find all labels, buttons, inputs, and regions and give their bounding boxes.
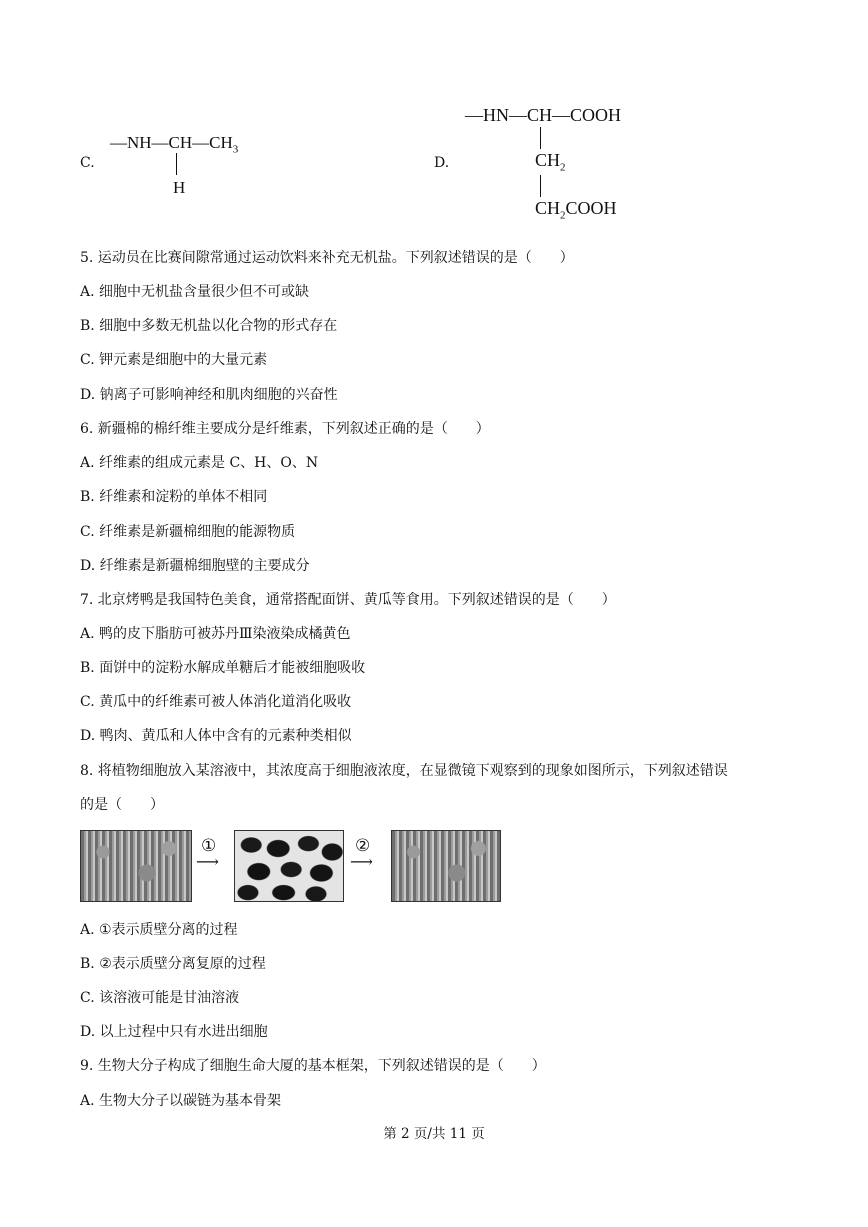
- page-footer: 第 2 页/共 11 页: [383, 1126, 485, 1142]
- question-5-option-d[interactable]: D. 钠离子可影响神经和肌肉细胞的兴奋性: [80, 387, 338, 403]
- arrow-right-icon: ⟶: [196, 852, 219, 871]
- question-7-option-b[interactable]: B. 面饼中的淀粉水解成单糖后才能被细胞吸收: [80, 660, 366, 676]
- question-7-option-c[interactable]: C. 黄瓜中的纤维素可被人体消化道消化吸收: [80, 694, 352, 710]
- question-8-stem-line1: 8. 将植物细胞放入某溶液中，其浓度高于细胞液浓度，在显微镜下观察到的现象如图所示，下列叙述错误: [80, 763, 728, 779]
- structure-c-main: $—NH—CH—CH_3$: [110, 133, 239, 156]
- question-6-option-a[interactable]: A. 纤维素的组成元素是 C、H、O、N: [80, 455, 319, 471]
- question-6-option-b[interactable]: B. 纤维素和淀粉的单体不相同: [80, 489, 268, 505]
- question-8-option-b[interactable]: B. ②表示质壁分离复原的过程: [80, 956, 266, 972]
- micrograph-plasmolysis: [234, 830, 344, 902]
- question-6-stem: 6. 新疆棉的棉纤维主要成分是纤维素，下列叙述正确的是（ ）: [80, 421, 490, 437]
- question-7-stem: 7. 北京烤鸭是我国特色美食，通常搭配面饼、黄瓜等食用。下列叙述错误的是（ ）: [80, 592, 616, 608]
- question-5-option-c[interactable]: C. 钾元素是细胞中的大量元素: [80, 352, 268, 368]
- structure-c-bond: [176, 153, 177, 175]
- structure-d-ch2cooh: $CH_2COOH$: [535, 198, 617, 222]
- question-6-option-c[interactable]: C. 纤维素是新疆棉细胞的能源物质: [80, 524, 296, 540]
- step-1-label: ①: [201, 836, 217, 856]
- question-9-option-a[interactable]: A. 生物大分子以碳链为基本骨架: [80, 1093, 282, 1109]
- question-8-option-a[interactable]: A. ①表示质壁分离的过程: [80, 922, 238, 938]
- structure-c-h: H: [173, 178, 186, 197]
- question-5-option-a[interactable]: A. 细胞中无机盐含量很少但不可或缺: [80, 284, 310, 300]
- structure-d-ch2: $CH_2$: [535, 150, 566, 174]
- question-7-option-d[interactable]: D. 鸭肉、黄瓜和人体中含有的元素种类相似: [80, 728, 352, 744]
- arrow-right-icon: ⟶: [350, 852, 373, 871]
- question-5-option-b[interactable]: B. 细胞中多数无机盐以化合物的形式存在: [80, 318, 338, 334]
- question-8-stem-line2: 的是（ ）: [80, 797, 164, 813]
- question-7-option-a[interactable]: A. 鸭的皮下脂肪可被苏丹Ⅲ染液染成橘黄色: [80, 626, 351, 642]
- option-c-label: C.: [80, 155, 95, 171]
- question-5-stem: 5. 运动员在比赛间隙常通过运动饮料来补充无机盐。下列叙述错误的是（ ）: [80, 250, 574, 266]
- question-8-option-d[interactable]: D. 以上过程中只有水进出细胞: [80, 1024, 268, 1040]
- question-9-stem: 9. 生物大分子构成了细胞生命大厦的基本框架，下列叙述错误的是（ ）: [80, 1058, 546, 1074]
- micrograph-recovered: [391, 830, 501, 902]
- option-d-label: D.: [434, 155, 450, 171]
- structure-d-main: —HN—CH—COOH: [465, 105, 622, 125]
- structure-d-bond-2: [540, 175, 541, 197]
- structure-d-bond-1: [540, 127, 541, 149]
- step-2-label: ②: [355, 836, 371, 856]
- question-6-option-d[interactable]: D. 纤维素是新疆棉细胞壁的主要成分: [80, 558, 310, 574]
- question-8-option-c[interactable]: C. 该溶液可能是甘油溶液: [80, 990, 240, 1006]
- micrograph-initial: [80, 830, 192, 902]
